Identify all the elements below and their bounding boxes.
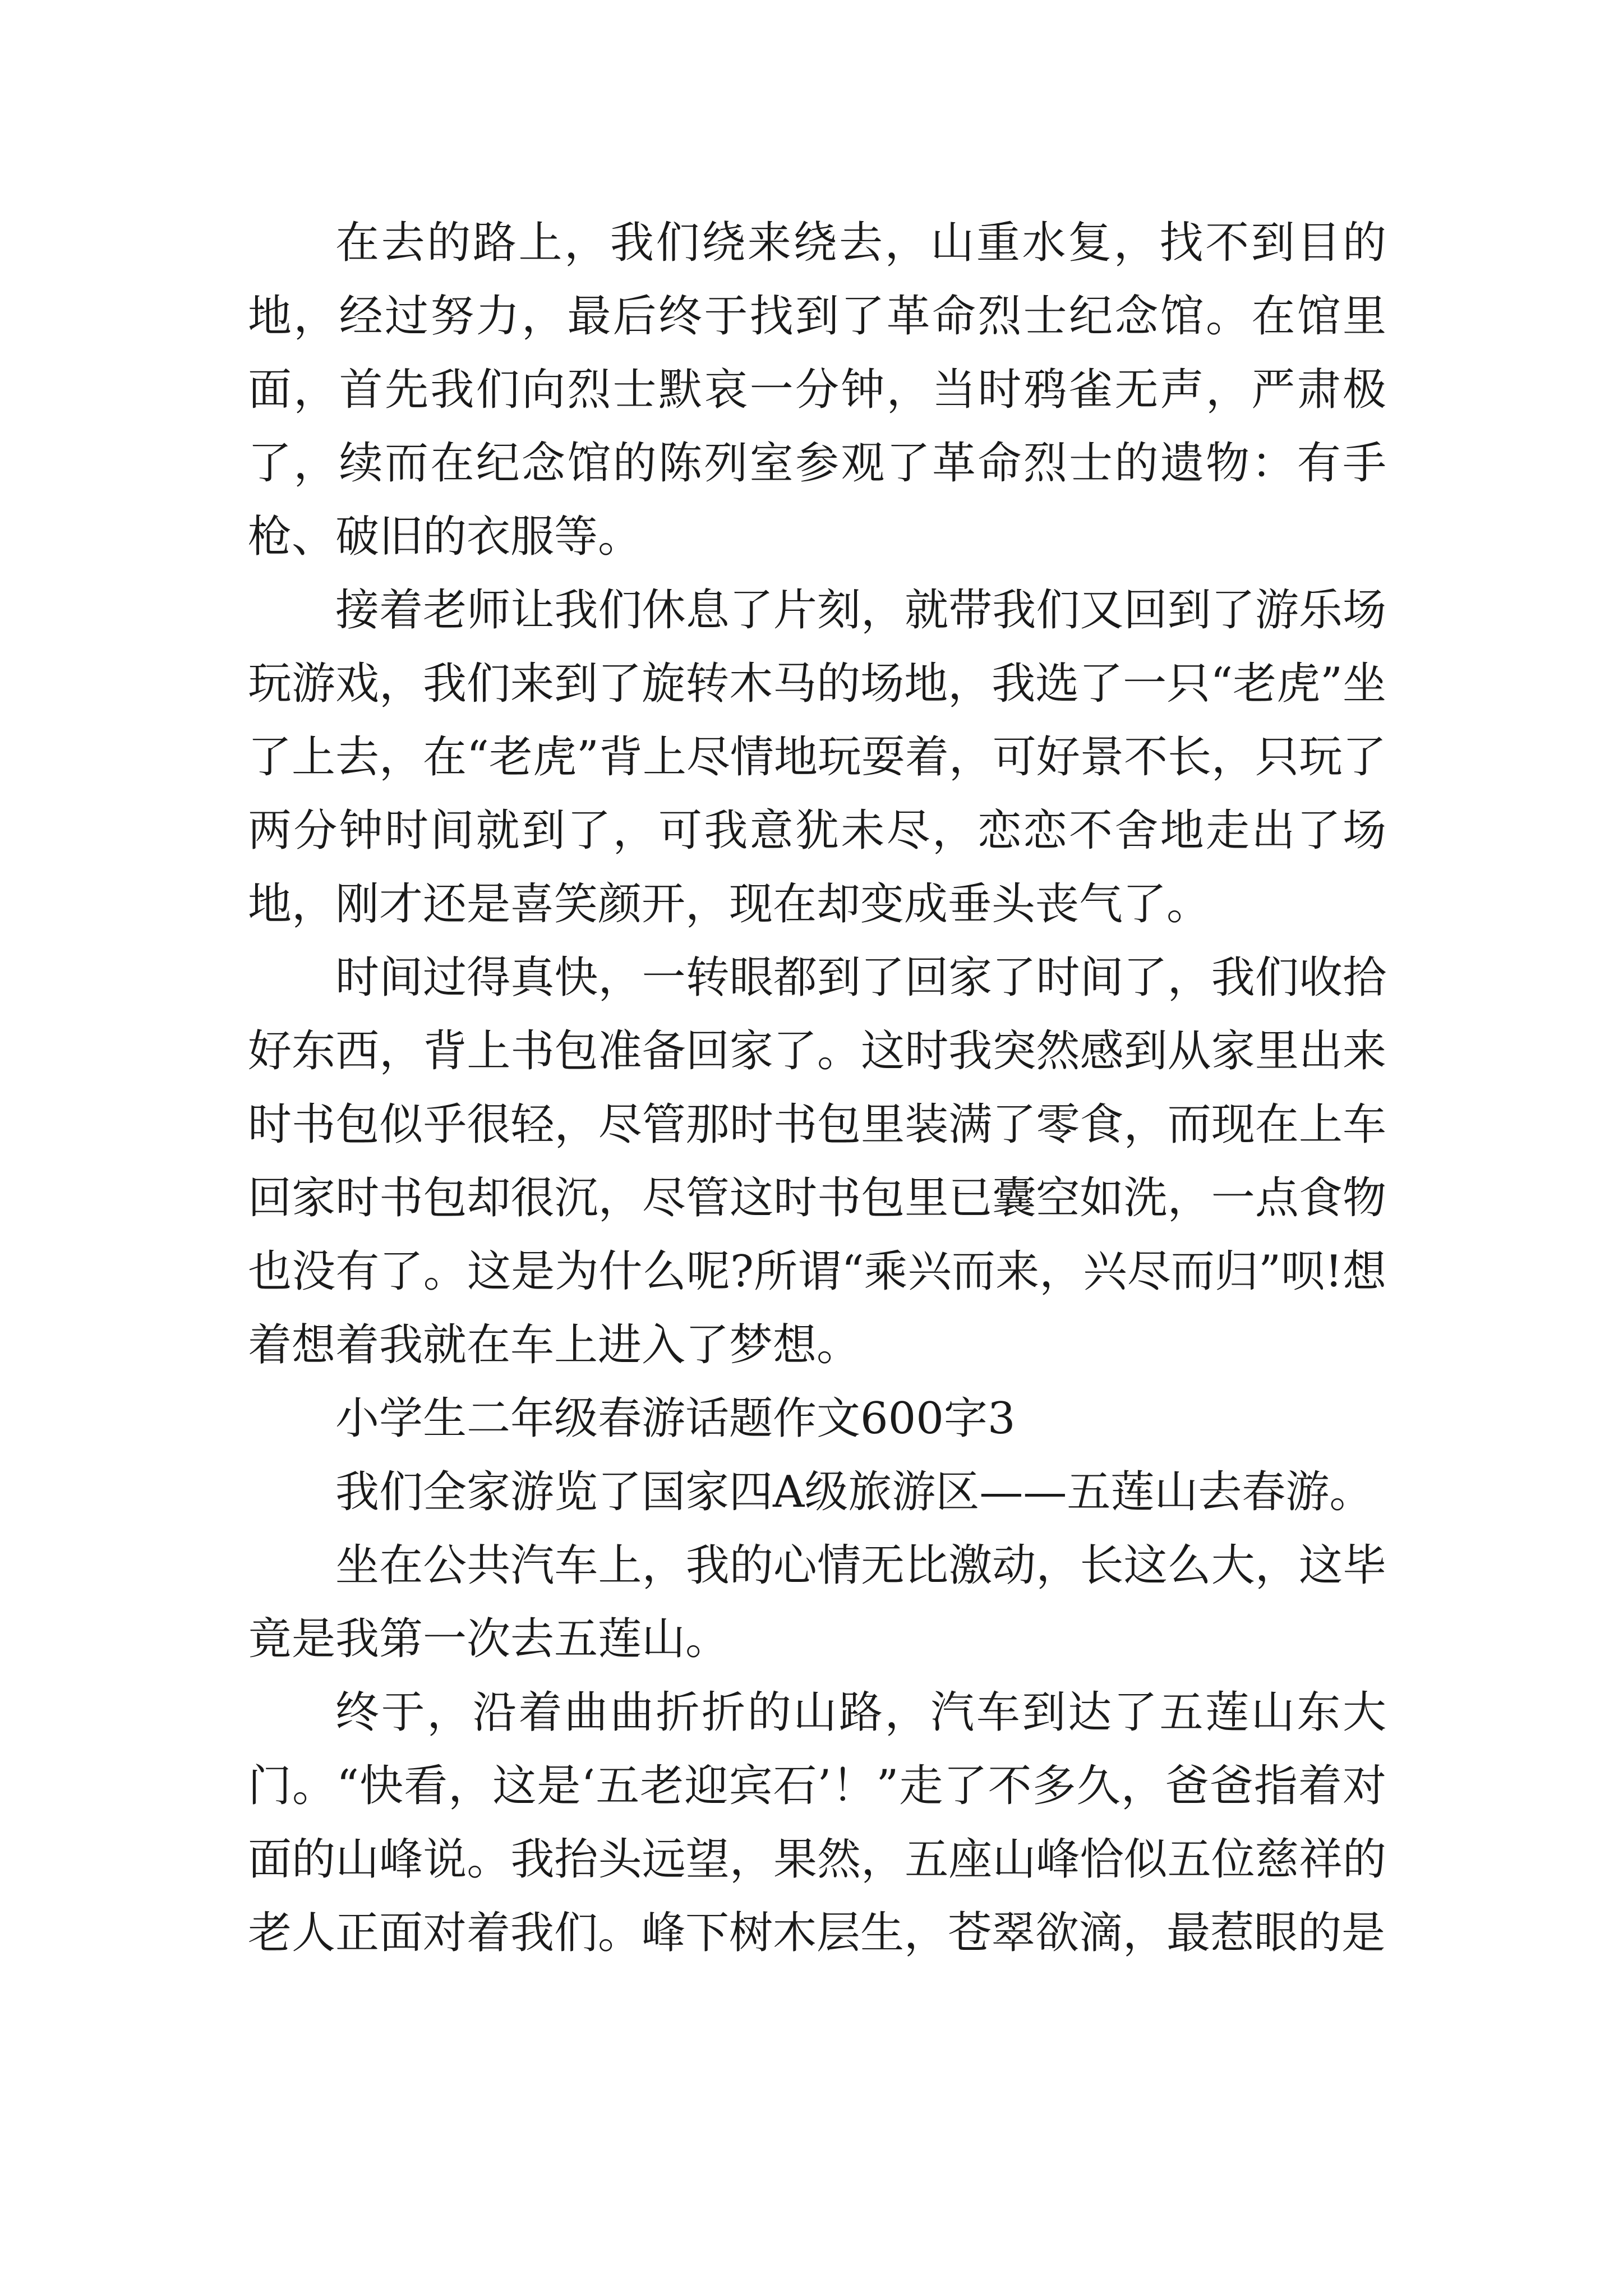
paragraph-5: 坐在公共汽车上，我的心情无比激动，长这么大，这毕竟是我第一次去五莲山。 (248, 1540, 1386, 1664)
paragraph-2: 接着老师让我们休息了片刻，就带我们又回到了游乐场玩游戏，我们来到了旋转木马的场地，我选了一只“老虎”坐了上去，在“老虎”背上尽情地玩耍着，可好景不长，只玩了两分钟时间就到了，可我意犹未尽，恋恋不舍地走出了场地，刚才还是喜笑颜开，现在却变成垂头丧气了。 (248, 585, 1386, 930)
paragraph-6: 终于，沿着曲曲折折的山路，汽车到达了五莲山东大门。“快看，这是‘五老迎宾石’！”走了不多久，爸爸指着对面的山峰说。我抬头远望，果然，五座山峰恰似五位慈祥的老人正面对着我们。峰下树木层生，苍翠欲滴，最惹眼的是 (248, 1687, 1386, 1958)
document-body (248, 206, 1386, 1970)
paragraph-3: 时间过得真快，一转眼都到了回家了时间了，我们收拾好东西，背上书包准备回家了。这时我突然感到从家里出来时书包似乎很轻，尽管那时书包里装满了零食，而现在上车回家时书包却很沉，尽管这时书包里已囊空如洗，一点食物也没有了。这是为什么呢?所谓“乘兴而来，兴尽而归”呗!想着想着我就在车上进入了梦想。 (248, 953, 1386, 1370)
essay-heading: 小学生二年级春游话题作文600字3 (335, 1393, 1016, 1444)
paragraph-4: 我们全家游览了国家四A级旅游区——五莲山去春游。 (335, 1467, 1373, 1517)
paragraph-1: 在去的路上，我们绕来绕去，山重水复，找不到目的地，经过努力，最后终于找到了革命烈士纪念馆。在馆里面，首先我们向烈士默哀一分钟，当时鸦雀无声，严肃极了，续而在纪念馆的陈列室参观了革命烈士的遗物：有手枪、破旧的衣服等。 (248, 218, 1386, 562)
